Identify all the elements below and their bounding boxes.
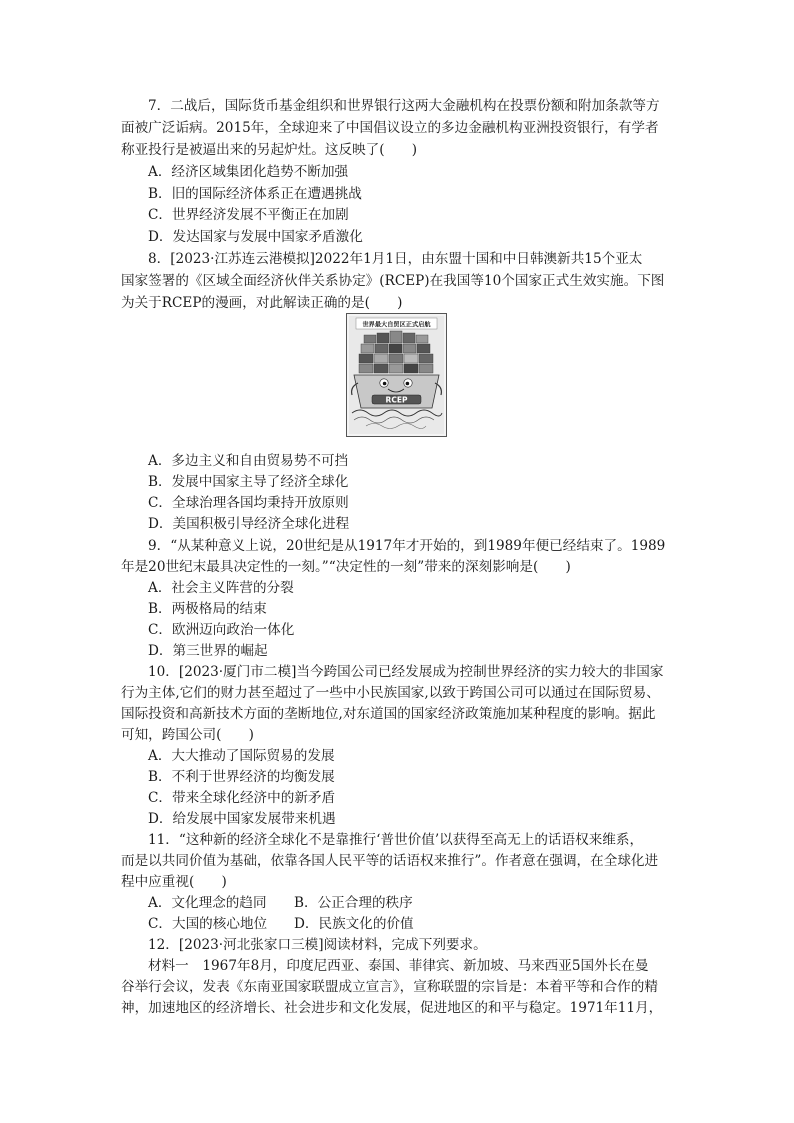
q11-option-a: A．文化理念的趋同 (148, 895, 267, 911)
q8-option-d: D．美国积极引导经济全球化进程 (148, 516, 350, 532)
q12-material-line3: 神，加速地区的经济增长、社会进步和文化发展，促进地区的和平与稳定。1971年11月， (121, 1000, 663, 1016)
q10-option-d: D．给发展中国家发展带来机遇 (148, 811, 336, 827)
rcep-cartoon-illustration (346, 313, 447, 437)
q8-option-b: B．发展中国家主导了经济全球化 (148, 474, 349, 490)
q7-stem-line3: 称亚投行是被逼出来的另起炉灶。这反映了( ) (121, 142, 418, 158)
q8-option-a: A．多边主义和自由贸易势不可挡 (148, 453, 349, 469)
q12-material-line1: 材料一 1967年8月，印度尼西亚、泰国、菲律宾、新加坡、马来西亚5国外长在曼 (148, 958, 649, 974)
q10-option-a: A．大大推动了国际贸易的发展 (148, 748, 335, 764)
q7-option-c: C．世界经济发展不平衡正在加剧 (148, 207, 349, 223)
q11-stem-line1: 11．“这种新的经济全球化不是靠推行‘普世价值’以获得至高无上的话语权来维系， (148, 832, 644, 848)
q11-stem-line3: 程中应重视( ) (121, 874, 227, 890)
cartoon-banner-text: 世界最大自贸区正式启航 (362, 321, 431, 329)
q9-option-c: C．欧洲迈向政治一体化 (148, 622, 295, 638)
q10-stem-line2: 行为主体,它们的财力甚至超过了一些中小民族国家,以致于跨国公司可以通过在国际贸易、 (121, 685, 660, 701)
q8-stem-line3: 为关于RCEP的漫画，对此解读正确的是( ) (121, 295, 403, 311)
q12-stem-line1: 12．[2023·河北张家口三模]阅读材料，完成下列要求。 (148, 937, 487, 953)
q8-stem-line1: 8．[2023·江苏连云港模拟]2022年1月1日，由东盟十国和中日韩澳新共15个亚太 (148, 251, 643, 267)
q9-option-b: B．两极格局的结束 (148, 601, 267, 617)
q7-stem-line2: 面被广泛诟病。2015年，全球迎来了中国倡议设立的多边金融机构亚洲投资银行，有学者 (121, 120, 659, 136)
q9-option-d: D．第三世界的崛起 (148, 643, 268, 659)
q7-option-a: A．经济区域集团化趋势不断加强 (148, 164, 349, 180)
q9-stem-line2: 年是20世纪末最具决定性的一刻。”“决定性的一刻”带来的深刻影响是( ) (121, 559, 571, 575)
q12-material-line2: 谷举行会议，发表《东南亚国家联盟成立宣言》，宣称联盟的宗旨是：本着平等和合作的精 (121, 979, 658, 995)
q11-option-d: D．民族文化的价值 (294, 916, 414, 932)
q10-option-c: C．带来全球化经济中的新矛盾 (148, 790, 336, 806)
rcep-cartoon (346, 313, 447, 437)
q11-stem-line2: 而是以共同价值为基础，依靠各国人民平等的话语权来推行”。作者意在强调，在全球化进 (121, 853, 659, 869)
q7-option-b: B．旧的国际经济体系正在遭遇挑战 (148, 186, 362, 202)
q11-option-c: C．大国的核心地位 (148, 916, 268, 932)
q11-options-row1 (148, 892, 413, 914)
q7-stem-line1: 7．二战后，国际货币基金组织和世界银行这两大金融机构在投票份额和附加条款等方 (148, 98, 660, 114)
q10-stem-line4: 可知，跨国公司( ) (121, 727, 254, 743)
cartoon-hull-label: RCEP (385, 395, 408, 405)
q8-option-c: C．全球治理各国均秉持开放原则 (148, 495, 349, 511)
q9-option-a: A．社会主义阵营的分裂 (148, 580, 294, 596)
q10-stem-line1: 10．[2023·厦门市二模]当今跨国公司已经发展成为控制世界经济的实力较大的非国家 (148, 664, 664, 680)
q10-stem-line3: 国际投资和高新技术方面的垄断地位,对东道国的国家经济政策施加某种程度的影响。据此 (121, 706, 656, 722)
q7-option-d: D．发达国家与发展中国家矛盾激化 (148, 229, 363, 245)
q11-options-row2 (148, 913, 414, 935)
q8-stem-line2: 国家签署的《区域全面经济伙伴关系协定》(RCEP)在我国等10个国家正式生效实施。下图 (121, 273, 665, 289)
q10-option-b: B．不利于世界经济的均衡发展 (148, 769, 335, 785)
q9-stem-line1: 9．“从某种意义上说，20世纪是从1917年才开始的，到1989年便已经结束了。1989 (148, 538, 666, 554)
q11-option-b: B．公正合理的秩序 (294, 895, 413, 911)
